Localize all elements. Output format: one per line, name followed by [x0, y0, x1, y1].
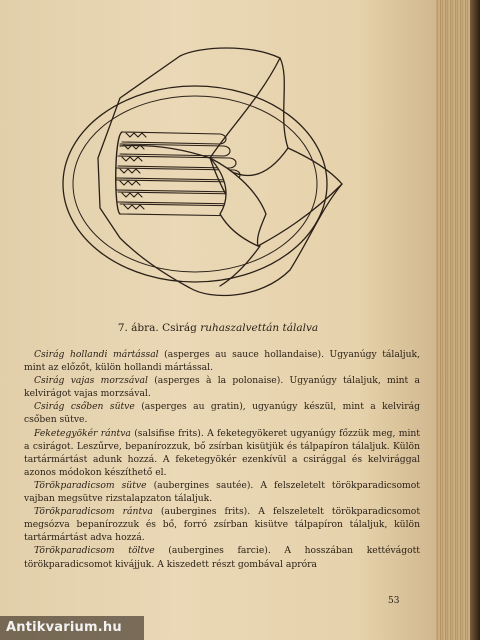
- recipe-title: Törökparadicsom töltve: [34, 545, 155, 557]
- recipe-title: Feketegyökér rántva: [34, 427, 131, 439]
- caption-italic: ruhaszalvettán tálalva: [200, 322, 319, 334]
- recipe-body: (aubergines sautée). A felszeletelt törökparadicsomot vajban megsütve rizstalapzaton tálaljuk.: [24, 479, 420, 505]
- watermark-logo: Antikvarium.hu: [0, 616, 144, 640]
- paragraph: [24, 479, 420, 505]
- paragraph: [24, 505, 420, 544]
- recipe-body: (asperges au gratin), ugyanúgy készül, mint a kelvirág csőben sütve.: [24, 401, 420, 426]
- paragraph: [24, 544, 420, 570]
- figure-caption: [0, 322, 436, 334]
- recipe-title: Csirág hollandi mártással: [34, 349, 159, 360]
- paragraph: [24, 427, 420, 479]
- recipe-body: (asperges à la polonaise). Ugyanúgy tálaljuk, mint a kelvirágot vajas morzsával.: [24, 375, 420, 400]
- paragraph: [24, 400, 420, 426]
- paragraph: [24, 374, 420, 400]
- recipe-text: [24, 348, 420, 571]
- recipe-body: (aubergines frits). A felszeletelt törökparadicsomot megsózva bepanírozzuk és bő, forró zsírban kisütve tálpapíron tálaljuk, külön tartármártást adva hozzá.: [24, 506, 421, 544]
- recipe-body: (aubergines farcie). A hosszában kettévágott törökparadicsomot kivájjuk. A kiszedett részt gombával apróra: [24, 545, 420, 570]
- recipe-title: Törökparadicsom rántva: [34, 506, 153, 518]
- asparagus-napkin-illustration: [60, 38, 350, 314]
- caption-lead: 7. ábra. Csirág: [117, 322, 201, 334]
- recipe-body: (asperges au sauce hollandaise). Ugyanúgy tálaljuk, mint az előzőt, külön hollandi mártással.: [24, 349, 421, 374]
- recipe-title: Törökparadicsom sütve: [34, 479, 147, 491]
- recipe-title: Csirág csőben sütve: [34, 401, 135, 413]
- recipe-body: (salsifise frits). A feketegyökeret ugyanúgy főzzük meg, mint a csirágot. Leszűrve, bepanírozzuk, bő zsírban kisütjük és tálpapíron tálaljuk. Külön tartármártást adunk hozzá. A feketegyökér ezenkívül a csirággal és kelvirággal azonos módokon készíthető el.: [24, 427, 420, 478]
- paragraph: [24, 348, 420, 374]
- recipe-title: Csirág vajas morzsával: [34, 375, 148, 387]
- page-number: 53: [388, 596, 400, 606]
- page-edges: [436, 0, 480, 640]
